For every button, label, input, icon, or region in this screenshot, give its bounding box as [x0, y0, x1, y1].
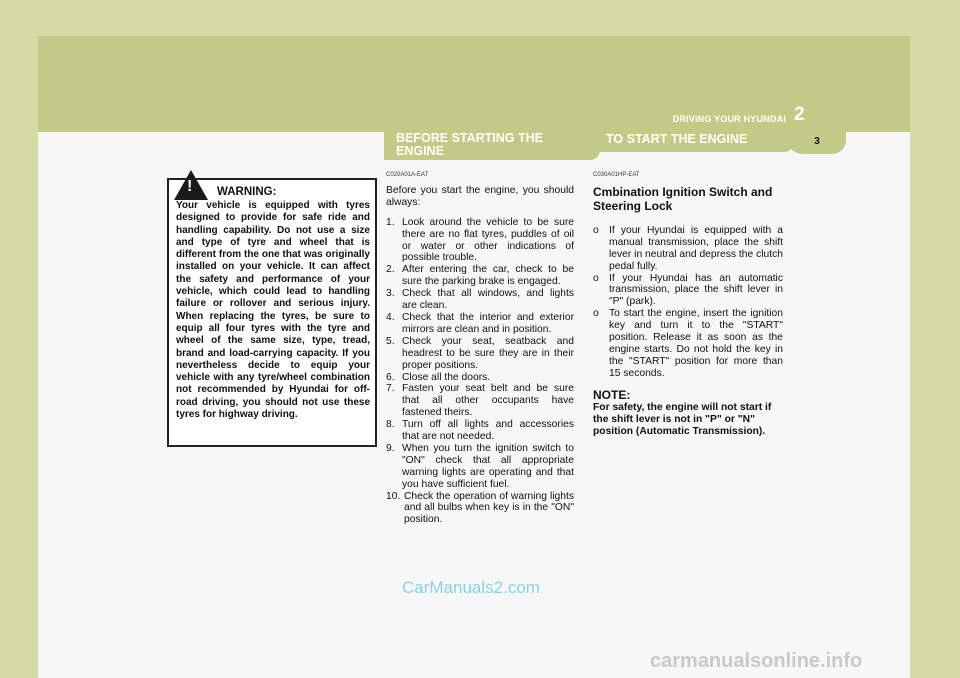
bullet-item: o If your Hyundai is equipped with a manual transmission, place the shift lever in neutral and depress the clutch pedal fully. — [593, 224, 784, 272]
list-item: 4. Check that the interior and exterior mirrors are clean and in position. — [386, 311, 574, 335]
list-item: 8. Turn off all lights and accessories that are not needed. — [386, 419, 574, 443]
chapter-title: DRIVING YOUR HYUNDAI — [672, 114, 786, 124]
bullet-item: o If your Hyundai has an automatic transmission, place the shift lever in "P" (park). — [593, 272, 783, 308]
list-item: 10. Check the operation of warning lights and all bulbs when key is in the "ON" position. — [386, 490, 574, 526]
list-item: 1. Look around the vehicle to be sure there are no flat tyres, puddles of oil or water or other indications of possible trouble. — [386, 216, 574, 264]
checklist — [386, 217, 574, 527]
chapter-number: 2 — [794, 104, 805, 125]
warning-text: Your vehicle is equipped with tyres designed to provide for safe ride and handling capability. Do not use a size and type of tyre and wheel that is different from the one that was originally installed on your vehicle. It can affect the safety and performance of your vehicle, which could lead to handling failure or rollover and serious injury. When replacing the tyres, be sure to equip all four tyres with the tyre and wheel of the same size, type, tread, brand and load-carrying capacity. If you nevertheless decide to equip your vehicle with any tyre/wheel combination not recommended by Hyundai for off-road driving, you should not use these tyres for highway driving. — [176, 200, 370, 421]
list-item: 7. Fasten your seat belt and be sure that all other occupants have fastened theirs. — [386, 383, 574, 419]
list-item: 2. After entering the car, check to be sure the parking brake is engaged. — [386, 264, 574, 288]
section-tab-before-starting: BEFORE STARTING THE ENGINE — [384, 128, 600, 160]
note-text: For safety, the engine will not start if the shift lever is not in "P" or "N" position (Automatic Transmission). — [593, 401, 772, 437]
note-label: NOTE: — [593, 387, 631, 402]
warning-title: WARNING: — [217, 186, 277, 198]
intro-text: Before you start the engine, you should always: — [386, 184, 574, 208]
watermark-text: carmanualsonline.info — [650, 650, 863, 672]
watermark-link[interactable]: CarManuals2.com — [402, 578, 540, 597]
to-start-section — [593, 170, 783, 438]
page-number: 3 — [788, 132, 846, 154]
bullet-item: o To start the engine, insert the ignition key and turn it to the "START" position. Release it as soon as the engine starts. Do not hold the key in the "START" position for more than 15 seconds. — [593, 308, 783, 379]
section-code: C030A01HP-EAT — [593, 172, 640, 178]
before-starting-section — [386, 170, 574, 526]
section-code: C020A01A-EAT — [386, 172, 429, 178]
list-item: 9. When you turn the ignition switch to "ON" check that all appropriate warning lights are operating and that you have sufficient fuel. — [386, 442, 574, 490]
list-item: 5. Check your seat, seatback and headrest to be sure they are in their proper positions. — [386, 335, 574, 371]
list-item: 6. Close all the doors. — [386, 371, 491, 383]
subheading: Cmbination Ignition Switch and Steering Lock — [593, 184, 773, 213]
list-item: 3. Check that all windows, and lights are clean. — [386, 288, 574, 312]
exclamation-icon: ! — [187, 178, 193, 195]
section-tab-to-start: TO START THE ENGINE — [592, 128, 794, 152]
